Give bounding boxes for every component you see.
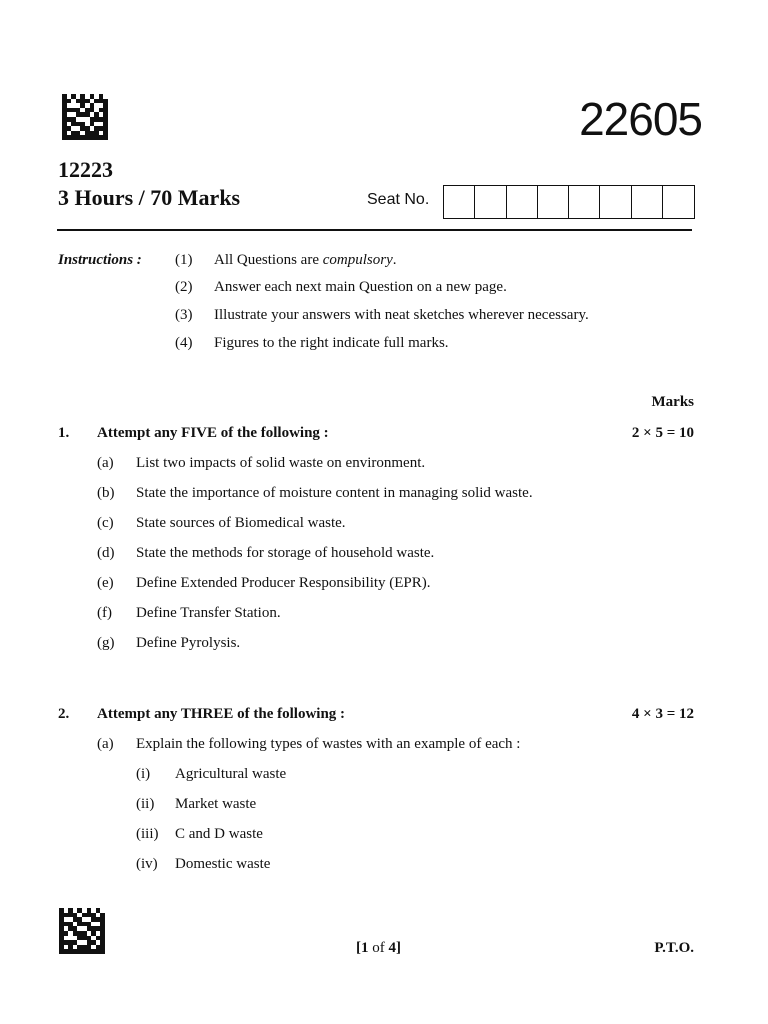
marks-heading: Marks	[651, 394, 694, 410]
subpart-label: (iii)	[136, 826, 159, 842]
page-number: 1	[361, 940, 369, 956]
part-text: Explain the following types of wastes with an example of each :	[136, 736, 521, 752]
subpart-label: (ii)	[136, 796, 155, 812]
part-text: State sources of Biomedical waste.	[136, 515, 346, 531]
part-text: List two impacts of solid waste on environment.	[136, 455, 426, 471]
question-number: 2.	[58, 706, 70, 722]
part-text: Define Extended Producer Responsibility (EPR).	[136, 575, 431, 591]
part-label: (b)	[97, 485, 115, 501]
page-of: of	[368, 940, 389, 956]
instruction-text: Figures to the right indicate full marks.	[214, 335, 449, 351]
part-label: (c)	[97, 515, 114, 531]
instruction-number: (1)	[175, 252, 193, 268]
instruction-text-part: .	[392, 252, 397, 268]
seat-digit-box[interactable]	[569, 186, 600, 218]
part-label: (g)	[97, 635, 115, 651]
seat-digit-box[interactable]	[632, 186, 663, 218]
seat-digit-box[interactable]	[444, 186, 475, 218]
part-text: State the importance of moisture content in managing solid waste.	[136, 485, 533, 501]
seat-digit-box[interactable]	[507, 186, 538, 218]
part-label: (a)	[97, 736, 114, 752]
subpart-text: Market waste	[175, 796, 257, 812]
pto-label: P.T.O.	[654, 940, 694, 956]
instruction-number: (2)	[175, 279, 193, 295]
page-bracket: [	[356, 940, 361, 956]
subpart-label: (iv)	[136, 856, 158, 872]
instruction-emphasis: compulsory	[322, 252, 393, 268]
instruction-text	[214, 252, 396, 269]
part-text: Define Pyrolysis.	[136, 635, 241, 651]
question-title: Attempt any THREE of the following :	[97, 706, 346, 722]
question-marks: 4 × 3 = 12	[631, 706, 694, 722]
seat-digit-box[interactable]	[663, 186, 694, 218]
seat-digit-box[interactable]	[600, 186, 631, 218]
datamatrix-cell	[103, 135, 108, 140]
duration-marks: 3 Hours / 70 Marks	[58, 185, 241, 210]
datamatrix-code-top	[62, 94, 108, 140]
part-label: (d)	[97, 545, 115, 561]
subpart-label: (i)	[136, 766, 151, 782]
datamatrix-cell	[100, 949, 105, 954]
instruction-text: Answer each next main Question on a new page.	[214, 279, 507, 295]
part-text: Define Transfer Station.	[136, 605, 281, 621]
subpart-text: Domestic waste	[175, 856, 271, 872]
instruction-text: Illustrate your answers with neat sketches wherever necessary.	[214, 307, 589, 323]
question-number: 1.	[58, 425, 70, 441]
subpart-text: Agricultural waste	[175, 766, 287, 782]
subject-code: 22605	[579, 93, 702, 145]
seat-digit-box[interactable]	[475, 186, 506, 218]
seat-digit-box[interactable]	[538, 186, 569, 218]
part-text: State the methods for storage of household waste.	[136, 545, 435, 561]
subpart-text: C and D waste	[175, 826, 263, 842]
question-title: Attempt any FIVE of the following :	[97, 425, 329, 441]
paper-code: 12223	[58, 157, 113, 182]
header-divider	[57, 229, 692, 231]
page-indicator	[356, 940, 401, 957]
part-label: (f)	[97, 605, 112, 621]
part-label: (e)	[97, 575, 114, 591]
instruction-number: (4)	[175, 335, 193, 351]
seat-number-label: Seat No.	[367, 191, 430, 208]
instruction-text-part: All Questions are	[214, 252, 323, 268]
page-bracket: ]	[396, 940, 401, 956]
datamatrix-code-bottom	[59, 908, 105, 954]
instructions-label: Instructions :	[58, 252, 142, 268]
page-total: 4	[388, 940, 396, 956]
instruction-number: (3)	[175, 307, 193, 323]
question-marks: 2 × 5 = 10	[631, 425, 694, 441]
seat-number-boxes[interactable]	[443, 185, 695, 219]
part-label: (a)	[97, 455, 114, 471]
